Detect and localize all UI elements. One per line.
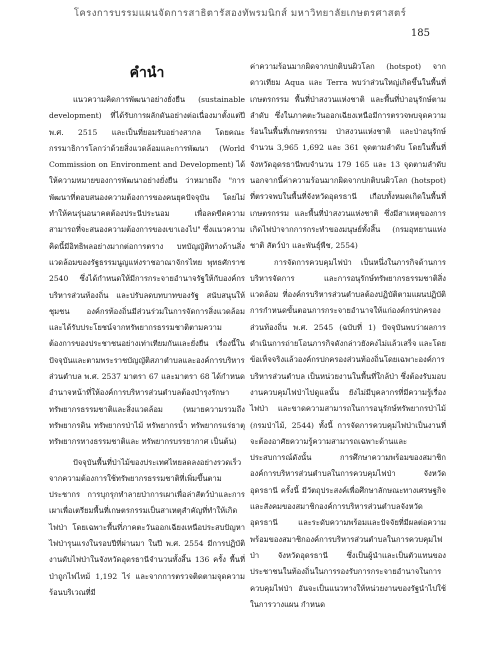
paragraph: การจัดการควบคุมไฟป่า เป็นหนึ่งในภารกิจด้านการบริหารจัดการ และการอนุรักษ์ทรัพยากรธรรมชาติสิ่งแวดล้อม ที่องค์กรบริหารส่วนตำบลต้องปฏิบัติตามแผนปฏิบัติการกำหนดขั้นตอนการกระจายอำนาจให้แก่องค์กรปกครองส่วนท้องถิ่น พ.ศ. 2545 (ฉบับที่ 1) ปัจจุบันพบว่าผลการดำเนินการถ่ายโอนภารกิจดังกล่าวยังคงไม่แล้วเสร็จ และโดยข้อเท็จจริงแล้วองค์กรปกครองส่วนท้องถิ่นโดยเฉพาะองค์การบริหารส่วนตำบล เป็นหน่วยงานในพื้นที่ใกล้ป่า ซึ่งต้องรับมอบงานควบคุมไฟป่าไปดูแลนั้น ยังไม่มีบุคลากรที่มีความรู้เรื่องไฟป่า และขาดความสามารถในการอนุรักษ์ทรัพยากรป่าไม้ (กรมป่าไม้, 2544) ทั้งนี้ การจัดการควบคุมไฟป่าเป็นงานที่จะต้องอาศัยความรู้ความสามารถเฉพาะด้านและประสบการณ์ดังนั้น การศึกษาความพร้อมของสมาชิกองค์การบริหารส่วนตำบลในการควบคุมไฟป่า จังหวัดอุดรธานี ครั้งนี้ มีวัตถุประสงค์เพื่อศึกษาลักษณะทางเศรษฐกิจและสังคมของสมาชิกองค์การบริหารส่วนตำบลจังหวัดอุดรธานี และระดับความพร้อมและปัจจัยที่มีผลต่อความพร้อมของสมาชิกองค์การบริหารส่วนตำบลในการควบคุมไฟป่า จังหวัดอุดรธานี ซึ่งเป็นผู้นำและเป็นตัวแทนของประชาชนในท้องถิ่นในการรองรับการกระจายอำนาจในการควบคุมไฟป่า อันจะเป็นแนวทางให้หน่วยงานของรัฐนำไปใช้ในการวางแผน กำหนด [250, 257, 447, 609]
paragraph: แนวความคิดการพัฒนาอย่างยั่งยืน (sustainable development) ที่ได้รับการผลักดันอย่างต่อเนื่องมาตั้งแต่ปี พ.ศ. 2515 และเป็นที่ยอมรับอย่างสากล โดยคณะกรรมาธิการโลกว่าด้วยสิ่งแวดล้อมและการพัฒนา (World Commission on Environment and Development) ได้ให้ความหมายของการพัฒนาอย่างยั่งยืน ว่าหมายถึง "การพัฒนาที่ตอบสนองความต้องการของคนยุคปัจจุบัน โดยไม่ทำให้คนรุ่นอนาคตต้องประนีประนอม เพื่อลดขีดความสามารถที่จะสนองความต้องการของเขาเองไป" ซึ่งแนวความคิดนี้มีอิทธิพลอย่างมากต่อการตราง บทบัญญัติทางด้านสิ่งแวดล้อมของรัฐธรรมนูญแห่งราชอาณาจักรไทย พุทธศักราช 2540 ซึ่งได้กำหนดให้มีการกระจายอำนาจรัฐให้กับองค์กรบริหารส่วนท้องถิ่น และปรับลดบทบาทของรัฐ สนับสนุนให้ชุมชน องค์กรท้องถิ่นมีส่วนร่วมในการจัดการสิ่งแวดล้อม และได้รับประโยชน์จากทรัพยากรธรรมชาติตามความต้องการของประชาชนอย่างเท่าเทียมกันและยั่งยืน เรื่องนี้ในปัจจุบันและตามพระราชบัญญัติสภาตำบลและองค์การบริหารส่วนตำบล พ.ศ. 2537 มาตรา 67 และมาตรา 68 ได้กำหนดอำนาจหน้าที่ให้องค์การบริหารส่วนตำบลต้องบำรุงรักษาทรัพยากรธรรมชาติและสิ่งแวดล้อม (หมายความรวมถึง ทรัพยากรดิน ทรัพยากรป่าไม้ ทรัพยากรน้ำ ทรัพยากรแร่ธาตุ ทรัพยากรทางธรรมชาติและ ทรัพยากรบรรยากาศ เป็นต้น) [49, 95, 245, 447]
right-column [250, 59, 446, 613]
section-title: คำนำ [129, 65, 165, 81]
running-header: โครงการบรรมแผนจัดการสาธิตารัสองทัพรมนิกส์ มหาวิทยาลัยเกษตรศาสตร์ [73, 8, 407, 19]
page-number: 185 [410, 28, 430, 39]
paragraph: ปัจจุบันพื้นที่ป่าไม้ของประเทศไทยลดลงอย่างรวดเร็วจากความต้องการใช้ทรัพยากรธรรมชาติที่เพิ่มขึ้นตามประชากร การบุกรุกทำลายป่าการเผาเพื่อล่าสัตว์ป่าและการเผาเพื่อเตรียมพื้นที่เกษตรกรรมเป็นสาเหตุสำคัญที่ทำให้เกิดไฟป่า โดยเฉพาะพื้นที่ภาคตะวันออกเฉียงเหนือประสบปัญหาไฟป่ารุนแรงในรอบปีที่ผ่านมา ในปี พ.ศ. 2554 มีการปฏิบัติงานดับไฟป่าในจังหวัดอุดรธานีจำนวนทั้งสิ้น 136 ครั้ง พื้นที่ป่าถูกไฟไหม้ 1,192 ไร่ และจากการตรวจติดตามจุดความร้อนบริเวณที่มี [49, 457, 245, 597]
paragraph: ค่าความร้อนมากผิดจากปกติบนผิวโลก (hotspot) จากดาวเทียม Aqua และ Terra พบว่าส่วนใหญ่เกิดขึ้นในพื้นที่เกษตรกรรม พื้นที่ป่าสงวนแห่งชาติ และพื้นที่ป่าอนุรักษ์ตามลำดับ ซึ่งในภาคตะวันออกเฉียงเหนือมีการตรวจพบจุดความร้อนในพื้นที่เกษตรกรรม ป่าสงวนแห่งชาติ และป่าอนุรักษ์ จำนวน 3,965 1,692 และ 361 จุดตามลำดับ โดยในพื้นที่จังหวัดอุดรธานีพบจำนวน 179 165 และ 13 จุดตามลำดับ นอกจากนี้ค่าความร้อนมากผิดจากปกติบนผิวโลก (hotspot) ที่ตรวจพบในพื้นที่จังหวัดอุดรธานี เกือบทั้งหมดเกิดในพื้นที่เกษตรกรรม และพื้นที่ป่าสงวนแห่งชาติ ซึ่งมีสาเหตุของการเกิดไฟป่าจากการกระทำของมนุษย์ทั้งสิ้น (กรมอุทยานแห่งชาติ สัตว์ป่า และพันธุ์พืช, 2554) [250, 62, 446, 251]
left-column [49, 62, 245, 601]
